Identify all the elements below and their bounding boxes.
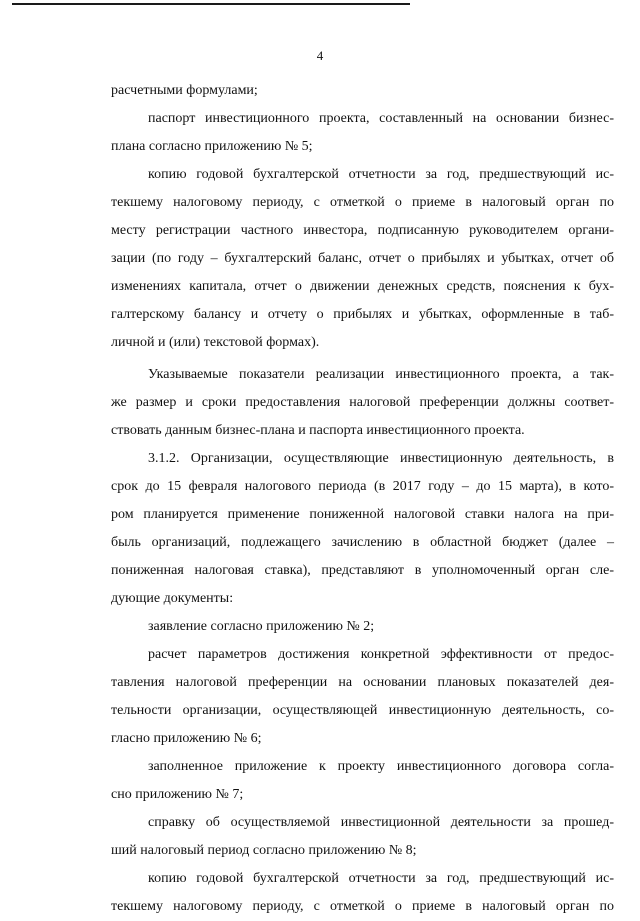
text-line: расчет параметров достижения конкретной эффективности от предос- <box>148 647 614 662</box>
text-line: расчетными формулами; <box>111 83 258 98</box>
top-border-line <box>12 3 410 5</box>
text-line: зации (по году – бухгалтерский баланс, отчет о прибылях и убытках, отчет об <box>111 251 614 266</box>
text-line: копию годовой бухгалтерской отчетности за год, предшествующий ис- <box>148 871 614 886</box>
document-body <box>111 77 614 921</box>
text-line: галтерскому балансу и отчету о прибылях и убытках, оформленные в таб- <box>111 307 614 322</box>
text-line: изменениях капитала, отчет о движении денежных средств, пояснения к бух- <box>111 279 614 294</box>
text-line: пониженная налоговая ставка), представляют в уполномоченный орган сле- <box>111 563 614 578</box>
text-line: заявление согласно приложению № 2; <box>148 619 375 634</box>
text-line: заполненное приложение к проекту инвестиционного договора согла- <box>148 759 614 774</box>
page-number: 4 <box>316 48 324 63</box>
text-line: ший налоговый период согласно приложению № 8; <box>111 843 417 858</box>
text-line: гласно приложению № 6; <box>111 731 262 746</box>
text-line: тельности организации, осуществляющей инвестиционную деятельность, со- <box>111 703 614 718</box>
text-line: сно приложению № 7; <box>111 787 244 802</box>
text-line: паспорт инвестиционного проекта, составленный на основании бизнес- <box>148 111 614 126</box>
text-line: плана согласно приложению № 5; <box>111 139 313 154</box>
text-line: срок до 15 февраля налогового периода (в 2017 году – до 15 марта), в кото- <box>111 479 614 494</box>
text-line: текшему налоговому периоду, с отметкой о приеме в налоговый орган по <box>111 899 614 914</box>
text-line: месту регистрации частного инвестора, подписанную руководителем органи- <box>111 223 614 238</box>
text-line: быль организаций, подлежащего зачислению в областной бюджет (далее – <box>111 535 614 550</box>
text-line: ром планируется применение пониженной налоговой ставки налога на при- <box>111 507 614 522</box>
text-line: Указываемые показатели реализации инвестиционного проекта, а так- <box>148 367 614 382</box>
text-line: справку об осуществляемой инвестиционной деятельности за прошед- <box>148 815 614 830</box>
text-line: копию годовой бухгалтерской отчетности за год, предшествующий ис- <box>148 167 614 182</box>
text-line: же размер и сроки предоставления налоговой преференции должны соответ- <box>111 395 614 410</box>
text-line: личной и (или) текстовой формах). <box>111 335 320 350</box>
text-line: текшему налоговому периоду, с отметкой о приеме в налоговый орган по <box>111 195 614 210</box>
text-line: дующие документы: <box>111 591 234 606</box>
text-line: 3.1.2. Организации, осуществляющие инвестиционную деятельность, в <box>148 451 614 466</box>
text-line: тавления налоговой преференции на основании плановых показателей дея- <box>111 675 614 690</box>
text-line: ствовать данным бизнес-плана и паспорта инвестиционного проекта. <box>111 423 525 438</box>
